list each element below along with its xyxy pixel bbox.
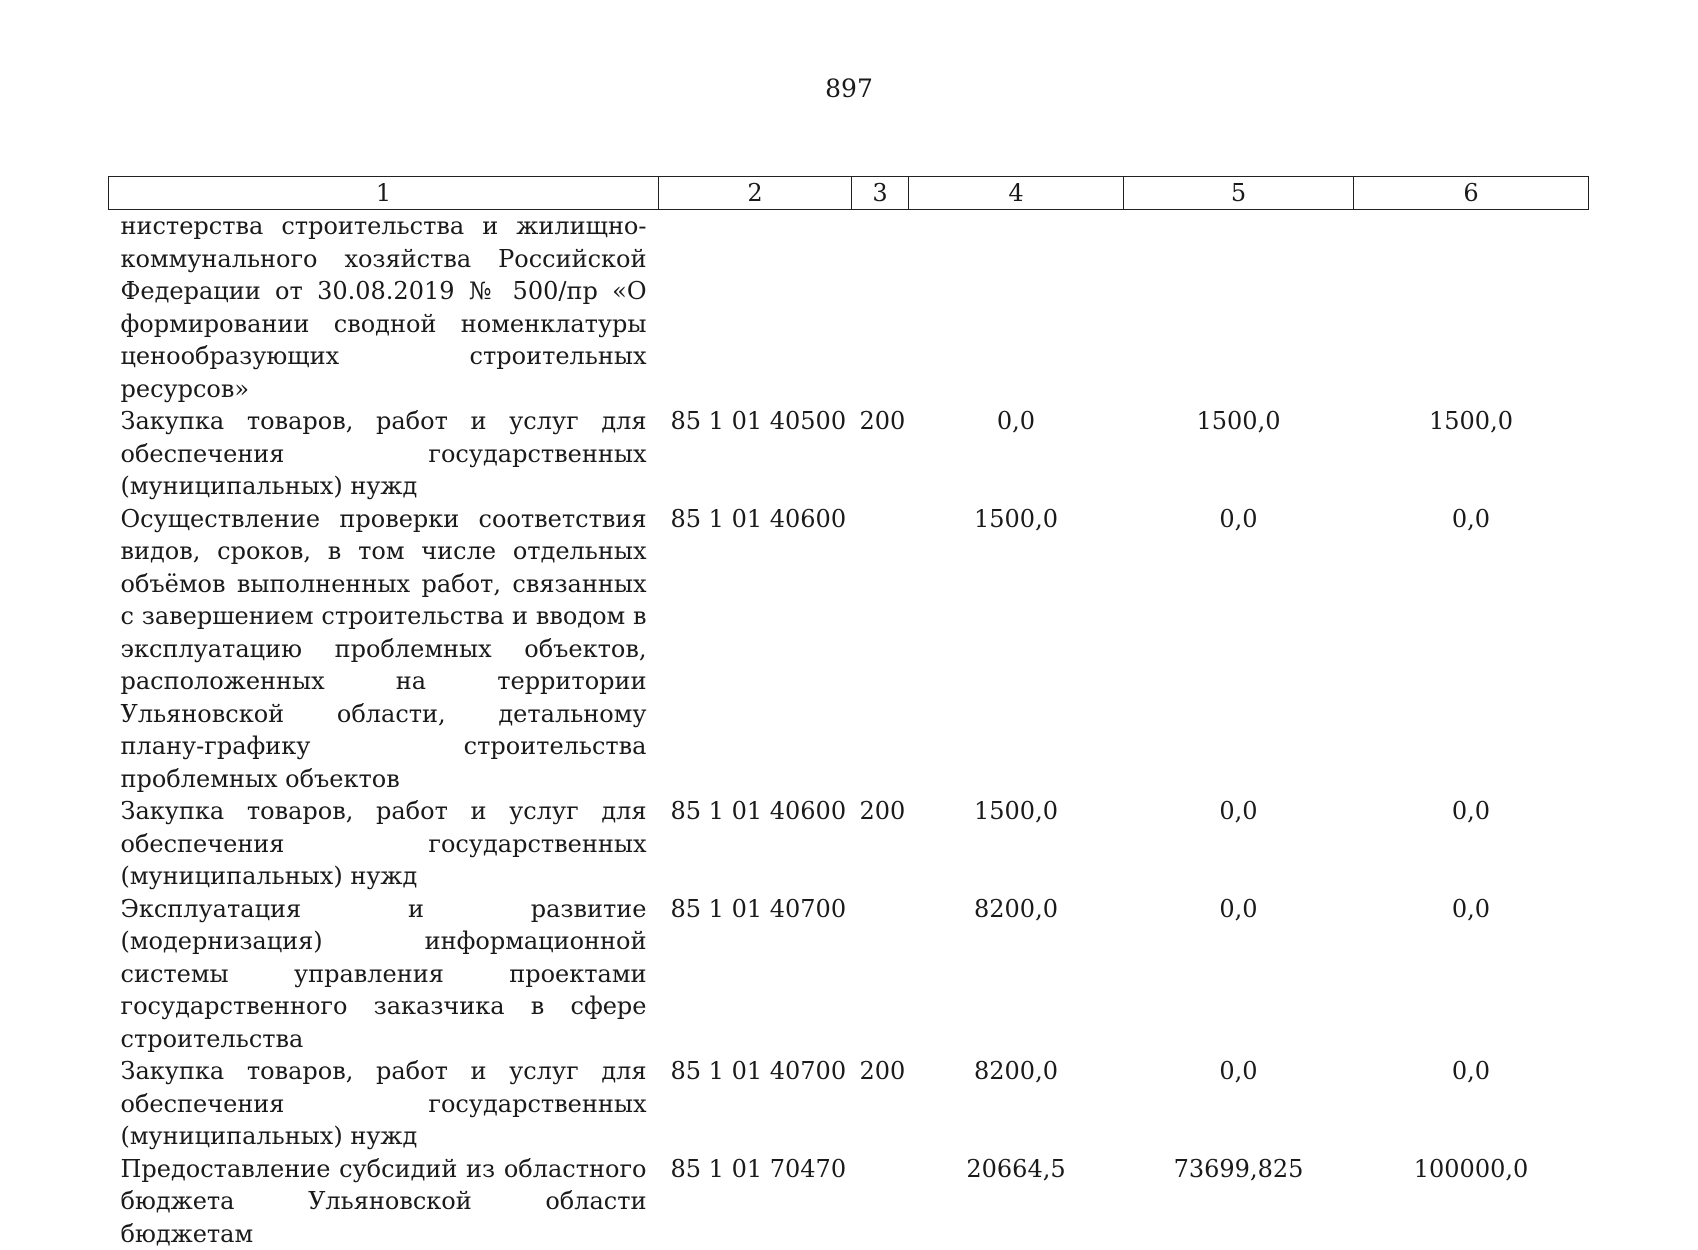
table-row [109, 1153, 1589, 1250]
row-name: Предоставление субсидий из областного бюджета Ульяновской области бюджетам [109, 1153, 659, 1250]
row-value-5: 1500,0 [1124, 405, 1354, 503]
header-col-4: 4 [909, 177, 1124, 210]
row-type [852, 1153, 909, 1250]
row-code: 85 1 01 40600 [659, 795, 852, 893]
row-value-4: 20664,5 [909, 1153, 1124, 1250]
page-number: 897 [0, 74, 1698, 103]
row-code [659, 210, 852, 406]
row-value-6: 0,0 [1354, 795, 1589, 893]
row-name: Закупка товаров, работ и услуг для обеспечения государственных (муниципальных) нужд [109, 405, 659, 503]
row-code: 85 1 01 40500 [659, 405, 852, 503]
row-value-5: 0,0 [1124, 795, 1354, 893]
row-code: 85 1 01 70470 [659, 1153, 852, 1250]
row-value-4: 1500,0 [909, 503, 1124, 796]
table-row [109, 893, 1589, 1056]
row-value-6: 0,0 [1354, 1055, 1589, 1153]
row-value-4: 1500,0 [909, 795, 1124, 893]
row-type [852, 210, 909, 406]
table-row [109, 210, 1589, 406]
table-row [109, 405, 1589, 503]
row-value-5: 0,0 [1124, 503, 1354, 796]
row-value-6: 0,0 [1354, 893, 1589, 1056]
header-col-6: 6 [1354, 177, 1589, 210]
row-type [852, 893, 909, 1056]
row-value-4 [909, 210, 1124, 406]
row-value-5 [1124, 210, 1354, 406]
row-code: 85 1 01 40700 [659, 893, 852, 1056]
table-body [109, 210, 1589, 1250]
row-name: нистерства строительства и жилищно-коммунального хозяйства Российской Федерации от 30.08.2019 № 500/пр «О формировании сводной номенклатуры ценообразующих строительных ресурсов» [109, 210, 659, 406]
header-col-2: 2 [659, 177, 852, 210]
table-row [109, 795, 1589, 893]
table-row [109, 1055, 1589, 1153]
header-col-3: 3 [852, 177, 909, 210]
row-value-5: 73699,825 [1124, 1153, 1354, 1250]
table-row [109, 503, 1589, 796]
row-value-4: 8200,0 [909, 1055, 1124, 1153]
header-col-5: 5 [1124, 177, 1354, 210]
header-col-1: 1 [109, 177, 659, 210]
row-type: 200 [852, 405, 909, 503]
row-name: Закупка товаров, работ и услуг для обеспечения государственных (муниципальных) нужд [109, 1055, 659, 1153]
row-value-6 [1354, 210, 1589, 406]
row-value-6: 0,0 [1354, 503, 1589, 796]
table-header [109, 177, 1589, 210]
row-value-6: 1500,0 [1354, 405, 1589, 503]
row-type: 200 [852, 795, 909, 893]
row-name: Осуществление проверки соответствия видов, сроков, в том числе отдельных объёмов выполненных работ, связанных с завершением строительства и вводом в эксплуатацию проблемных объектов, расположенных на территории Ульяновской области, детальному плану-графику строительства проблемных объектов [109, 503, 659, 796]
row-value-5: 0,0 [1124, 1055, 1354, 1153]
budget-table [108, 176, 1589, 1250]
row-name: Эксплуатация и развитие (модернизация) информационной системы управления проектами государственного заказчика в сфере строительства [109, 893, 659, 1056]
row-value-4: 0,0 [909, 405, 1124, 503]
row-type: 200 [852, 1055, 909, 1153]
row-code: 85 1 01 40600 [659, 503, 852, 796]
row-value-6: 100000,0 [1354, 1153, 1589, 1250]
row-value-5: 0,0 [1124, 893, 1354, 1056]
row-value-4: 8200,0 [909, 893, 1124, 1056]
row-code: 85 1 01 40700 [659, 1055, 852, 1153]
row-type [852, 503, 909, 796]
row-name: Закупка товаров, работ и услуг для обеспечения государственных (муниципальных) нужд [109, 795, 659, 893]
